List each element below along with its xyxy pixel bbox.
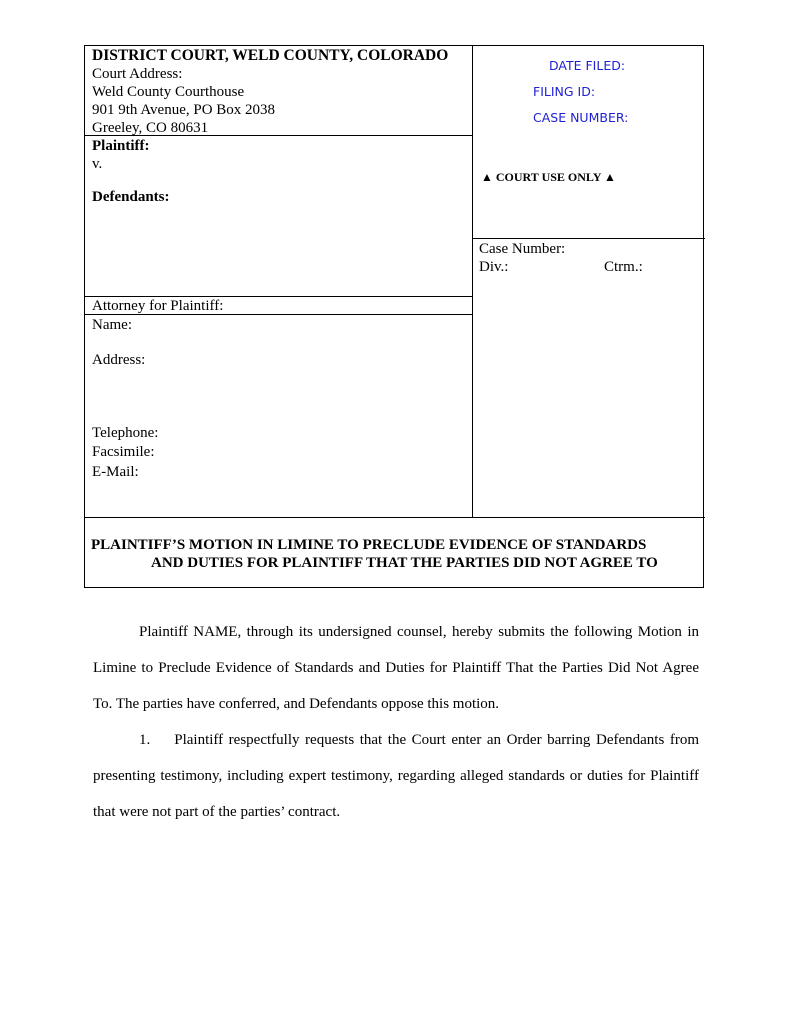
- caption-table: [84, 45, 704, 588]
- attorney-name-field: Name:: [92, 317, 132, 333]
- attorney-address-field: Address:: [92, 352, 146, 368]
- court-address-line: 901 9th Avenue, PO Box 2038: [92, 102, 276, 118]
- date-filed-stamp: DATE FILED:: [549, 58, 626, 73]
- court-name: DISTRICT COURT, WELD COUNTY, COLORADO: [92, 47, 449, 64]
- attorney-facsimile-field: Facsimile:: [92, 444, 155, 460]
- versus-label: v.: [92, 156, 103, 172]
- caption-divider-court-use: [472, 238, 705, 239]
- filing-id-stamp: FILING ID:: [533, 84, 596, 99]
- paragraph-text: Plaintiff respectfully requests that the Court enter an Order barring Defendants from presenting testimony, including expert testimony, regarding alleged standards or duties for Plaintiff that were not part of the parties’ contract.: [93, 732, 699, 820]
- plaintiff-label: Plaintiff:: [92, 138, 150, 154]
- paragraph-number: 1.: [139, 732, 151, 748]
- attorney-telephone-field: Telephone:: [92, 425, 159, 441]
- motion-title-line: AND DUTIES FOR PLAINTIFF THAT THE PARTIES DID NOT AGREE TO: [151, 555, 658, 571]
- court-address-line: Greeley, CO 80631: [92, 120, 209, 136]
- intro-paragraph: [93, 614, 699, 722]
- case-number-stamp: CASE NUMBER:: [533, 110, 629, 125]
- caption-divider-vertical: [472, 46, 473, 518]
- defendants-label: Defendants:: [92, 189, 170, 205]
- attorney-label: Attorney for Plaintiff:: [92, 298, 224, 314]
- case-number-label: Case Number:: [479, 241, 566, 257]
- numbered-paragraph: [93, 722, 699, 830]
- motion-title-line: PLAINTIFF’S MOTION IN LIMINE TO PRECLUDE EVIDENCE OF STANDARDS: [91, 537, 647, 553]
- intro-text: Plaintiff NAME, through its undersigned counsel, hereby submits the following Motion in Limine to Preclude Evidence of Standards and Duties for Plaintiff That the Parties Did Not Agree To. The parties have conferred, and Defendants oppose this motion.: [93, 624, 699, 712]
- attorney-email-field: E-Mail:: [92, 464, 139, 480]
- court-address-line: Weld County Courthouse: [92, 84, 245, 100]
- division-label: Div.:: [479, 259, 509, 275]
- court-use-only-label: ▲ COURT USE ONLY ▲: [481, 170, 616, 184]
- courtroom-label: Ctrm.:: [604, 259, 643, 275]
- court-address-label: Court Address:: [92, 66, 183, 82]
- caption-divider-title: [85, 517, 705, 518]
